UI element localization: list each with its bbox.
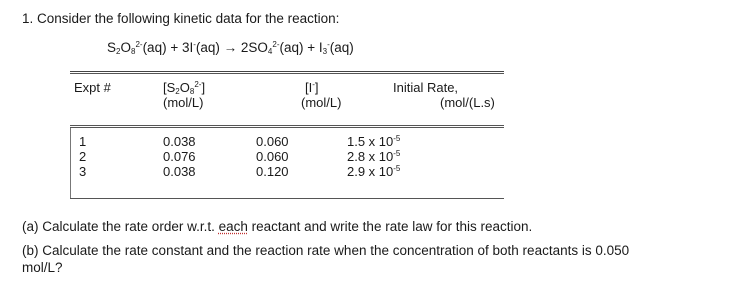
table-left-rule	[70, 128, 71, 198]
reaction-equation	[107, 40, 354, 55]
question-b-line2: mol/L?	[22, 260, 63, 275]
header-s2o8	[163, 80, 205, 95]
eq-reactant2-charge: -	[193, 40, 196, 49]
column-rate	[347, 134, 400, 179]
eq-product1: 2SO	[237, 40, 268, 55]
column-s2o8	[163, 134, 196, 179]
question-b-line1: (b) Calculate the rate constant and the reaction rate when the concentration of both reactants is 0.050	[22, 243, 630, 258]
cell-rate-mantissa: 1.5 x 10	[347, 134, 394, 149]
question-a-before: (a) Calculate the rate order w.r.t.	[22, 219, 219, 234]
header-s2o8-sub1: 2	[175, 87, 180, 96]
header-s2o8-c: ]	[201, 80, 206, 95]
eq-product2-charge: -	[327, 40, 330, 49]
cell-iodide: 0.060	[256, 149, 289, 164]
eq-product2-sub: 3	[322, 47, 328, 56]
eq-product1-sub: 4	[267, 47, 273, 56]
reaction-arrow-icon: →	[223, 40, 238, 55]
cell-expt: 3	[79, 164, 87, 179]
problem-intro: 1. Consider the following kinetic data for the reaction:	[22, 11, 340, 26]
cell-iodide: 0.120	[256, 164, 289, 179]
eq-product1-phase: (aq) + I	[279, 40, 323, 55]
cell-rate-mantissa: 2.8 x 10	[347, 149, 394, 164]
cell-s2o8: 0.038	[163, 134, 196, 149]
eq-reactant1-symbol: S	[107, 40, 117, 55]
eq-reactant1-sub1: 2	[116, 47, 121, 56]
header-rate-label: Initial Rate,	[393, 80, 459, 95]
table-row	[79, 134, 86, 179]
cell-expt: 1	[79, 134, 87, 149]
eq-reactant1-charge: 2-	[135, 40, 143, 49]
cell-rate-exponent: -5	[393, 134, 401, 143]
question-a	[22, 219, 532, 234]
cell-rate	[347, 134, 400, 149]
header-s2o8-a: [S	[163, 80, 176, 95]
cell-expt: 2	[79, 149, 87, 164]
header-s2o8-charge: 2-	[194, 80, 202, 89]
column-iodide	[256, 134, 289, 179]
cell-s2o8: 0.038	[163, 164, 196, 179]
header-iodide-unit: (mol/L)	[301, 95, 342, 110]
table-top-rule-2	[70, 73, 504, 74]
header-iodide-a: [I	[305, 80, 313, 95]
header-s2o8-unit: (mol/L)	[163, 95, 204, 110]
cell-iodide: 0.060	[256, 134, 289, 149]
question-a-after: reactant and write the rate law for this reaction.	[247, 219, 533, 234]
eq-reactant2-phase: (aq)	[195, 40, 224, 55]
cell-rate-exponent: -5	[393, 164, 401, 173]
eq-reactant1-phase: (aq) + 3I	[142, 40, 194, 55]
cell-s2o8: 0.076	[163, 149, 196, 164]
cell-rate	[347, 149, 400, 164]
eq-product1-charge: 2-	[272, 40, 280, 49]
header-expt: Expt #	[74, 80, 111, 95]
table-bottom-rule	[70, 198, 504, 199]
header-iodide	[305, 80, 319, 95]
table-header-rule	[70, 125, 504, 126]
eq-product2-phase: (aq)	[329, 40, 354, 55]
cell-rate-mantissa: 2.9 x 10	[347, 164, 394, 179]
header-iodide-charge: -	[312, 80, 315, 89]
header-rate-unit: (mol/(L.s)	[440, 95, 495, 110]
eq-reactant1-sub2: 8	[130, 47, 136, 56]
table-header-rule-2	[70, 127, 504, 128]
cell-rate-exponent: -5	[393, 149, 401, 158]
cell-rate	[347, 164, 400, 179]
header-iodide-b: ]	[314, 80, 319, 95]
table-top-rule	[70, 71, 504, 72]
eq-reactant1-o: O	[120, 40, 131, 55]
question-a-emphasis: each	[218, 219, 248, 234]
header-s2o8-sub2: 8	[189, 87, 195, 96]
header-s2o8-b: O	[179, 80, 190, 95]
